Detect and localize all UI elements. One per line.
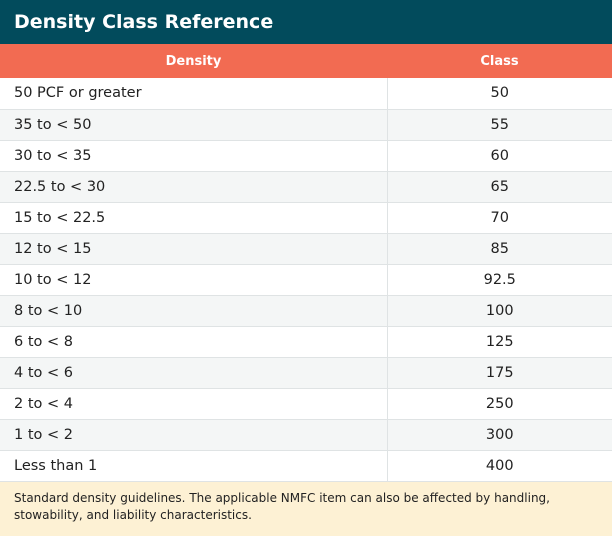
class-cell: 300 <box>387 419 612 450</box>
class-cell: 65 <box>387 171 612 202</box>
density-cell: 12 to < 15 <box>0 233 387 264</box>
class-cell: 125 <box>387 326 612 357</box>
table-header-row <box>0 44 612 78</box>
class-cell: 55 <box>387 109 612 140</box>
table-row <box>0 202 612 233</box>
density-cell: 1 to < 2 <box>0 419 387 450</box>
class-cell: 400 <box>387 450 612 481</box>
table-row <box>0 388 612 419</box>
table-row <box>0 326 612 357</box>
column-header-density: Density <box>165 53 222 69</box>
density-cell: 35 to < 50 <box>0 109 387 140</box>
density-cell: 22.5 to < 30 <box>0 171 387 202</box>
class-cell: 60 <box>387 140 612 171</box>
table-row <box>0 450 612 481</box>
density-cell: 6 to < 8 <box>0 326 387 357</box>
class-cell: 50 <box>387 78 612 109</box>
footer-note: Standard density guidelines. The applicable NMFC item can also be affected by handling, stowability, and liability characteristics. <box>0 482 612 536</box>
table-row <box>0 140 612 171</box>
density-class-table <box>0 44 612 482</box>
table-row <box>0 295 612 326</box>
density-cell: 15 to < 22.5 <box>0 202 387 233</box>
density-cell: 10 to < 12 <box>0 264 387 295</box>
table-row <box>0 233 612 264</box>
density-cell: 50 PCF or greater <box>0 78 387 109</box>
density-cell: 4 to < 6 <box>0 357 387 388</box>
table-row <box>0 78 612 109</box>
table-row <box>0 109 612 140</box>
table-row <box>0 171 612 202</box>
class-cell: 70 <box>387 202 612 233</box>
density-cell: 2 to < 4 <box>0 388 387 419</box>
page-title: Density Class Reference <box>0 0 612 44</box>
table-row <box>0 264 612 295</box>
table-row <box>0 357 612 388</box>
class-cell: 175 <box>387 357 612 388</box>
class-cell: 250 <box>387 388 612 419</box>
density-cell: 30 to < 35 <box>0 140 387 171</box>
density-cell: Less than 1 <box>0 450 387 481</box>
density-cell: 8 to < 10 <box>0 295 387 326</box>
class-cell: 92.5 <box>387 264 612 295</box>
column-header-class: Class <box>480 53 519 69</box>
class-cell: 100 <box>387 295 612 326</box>
table-row <box>0 419 612 450</box>
class-cell: 85 <box>387 233 612 264</box>
